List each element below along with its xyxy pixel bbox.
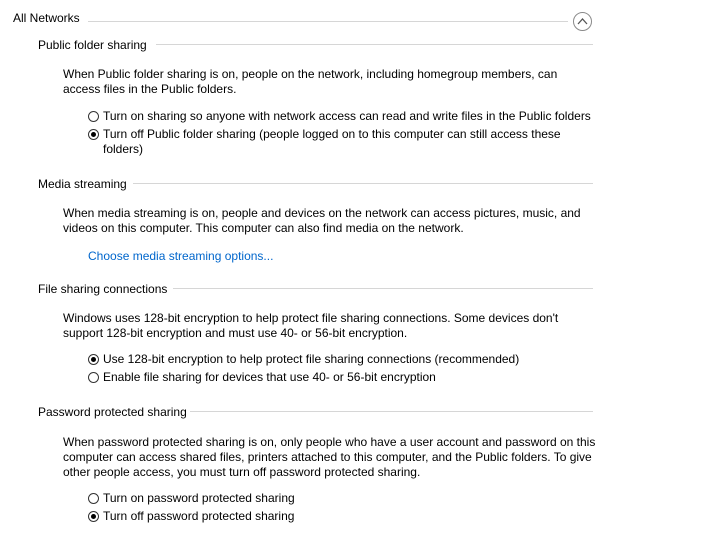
group-divider <box>88 21 568 22</box>
chevron-up-icon <box>577 17 588 26</box>
section-divider-file-sharing <box>173 288 593 289</box>
media-streaming-options-link[interactable]: Choose media streaming options... <box>88 249 274 263</box>
public-folder-off-radio[interactable] <box>88 129 99 140</box>
encryption-40-56-option[interactable]: Enable file sharing for devices that use 40- or 56-bit encryption <box>88 370 436 385</box>
encryption-128-option[interactable]: Use 128-bit encryption to help protect file sharing connections (recommended) <box>88 352 519 367</box>
section-divider-password-sharing <box>190 411 593 412</box>
password-sharing-off-option[interactable]: Turn off password protected sharing <box>88 509 294 524</box>
public-folder-on-radio[interactable] <box>88 111 99 122</box>
media-streaming-description: When media streaming is on, people and devices on the network can access pictures, music, and videos on this computer. This computer can also find media on the network. <box>63 206 581 235</box>
section-title-public-folder: Public folder sharing <box>38 38 147 52</box>
password-sharing-off-radio[interactable] <box>88 511 99 522</box>
section-title-file-sharing: File sharing connections <box>38 282 168 296</box>
encryption-128-radio[interactable] <box>88 354 99 365</box>
public-folder-on-option[interactable]: Turn on sharing so anyone with network access can read and write files in the Public folders <box>88 109 591 124</box>
section-divider-media-streaming <box>133 183 593 184</box>
group-title: All Networks <box>13 11 80 25</box>
section-title-media-streaming: Media streaming <box>38 177 127 191</box>
public-folder-description: When Public folder sharing is on, people on the network, including homegroup members, can access files in the Public folders. <box>63 67 558 96</box>
encryption-40-56-radio[interactable] <box>88 372 99 383</box>
password-sharing-on-option[interactable]: Turn on password protected sharing <box>88 491 295 506</box>
public-folder-off-option[interactable]: Turn off Public folder sharing (people logged on to this computer can still access these folders) <box>88 127 561 157</box>
password-sharing-description: When password protected sharing is on, only people who have a user account and password on this computer can access shared files, printers attached to this computer, and the Public folders. To give other people access, you must turn off password protected sharing. <box>63 435 596 479</box>
file-sharing-description: Windows uses 128-bit encryption to help protect file sharing connections. Some devices don't support 128-bit encryption and must use 40- or 56-bit encryption. <box>63 311 559 340</box>
password-sharing-on-radio[interactable] <box>88 493 99 504</box>
section-divider-public-folder <box>156 44 593 45</box>
collapse-button[interactable] <box>573 12 592 31</box>
section-title-password-sharing: Password protected sharing <box>38 405 187 419</box>
